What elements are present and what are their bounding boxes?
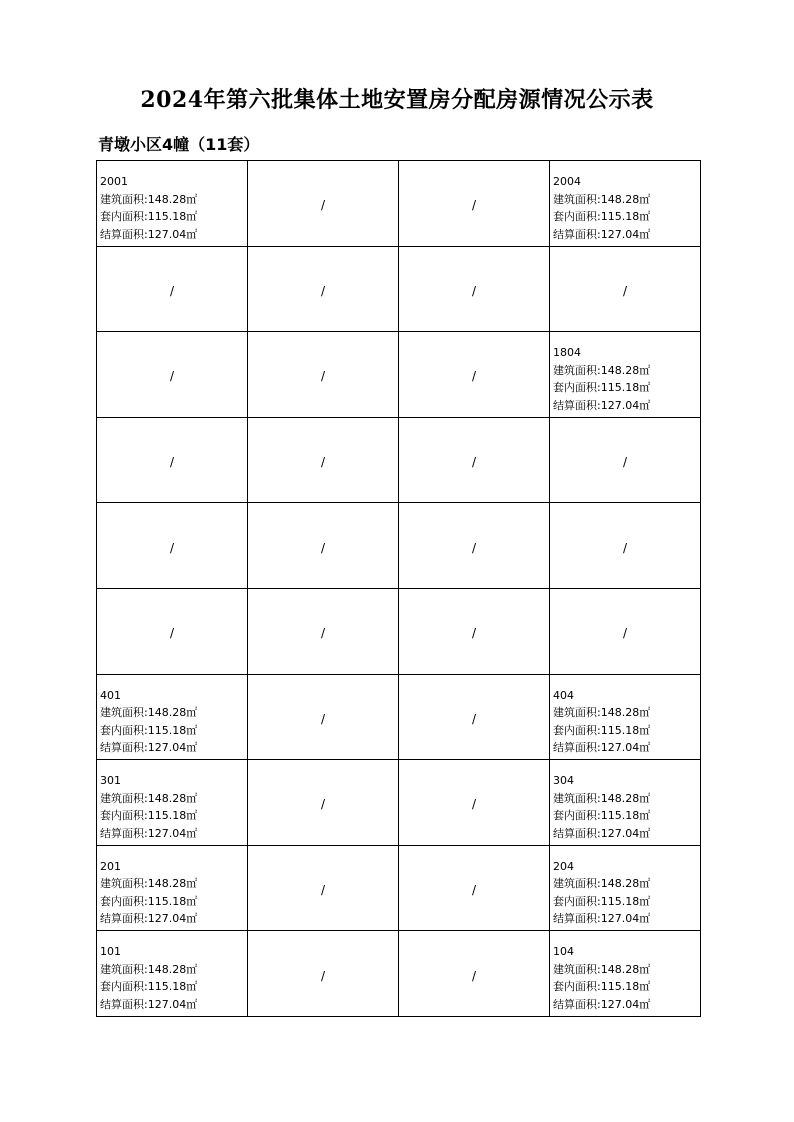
empty-mark: /	[622, 540, 628, 555]
empty-mark: /	[169, 540, 175, 555]
table-cell	[248, 247, 399, 333]
empty-mark: /	[320, 455, 326, 470]
table-cell	[399, 675, 550, 761]
unit-area-line: 结算面积:127.04㎡	[100, 912, 198, 926]
table-cell	[97, 931, 248, 1017]
empty-mark: /	[471, 455, 477, 470]
table-cell	[550, 418, 701, 504]
table-cell	[97, 846, 248, 932]
table-cell	[97, 589, 248, 675]
unit-area-line: 建筑面积:148.28㎡	[100, 192, 198, 206]
table-cell	[97, 675, 248, 761]
empty-mark: /	[320, 626, 326, 641]
unit-area-line: 建筑面积:148.28㎡	[100, 791, 198, 805]
unit-area-line: 建筑面积:148.28㎡	[100, 706, 198, 720]
empty-mark: /	[471, 968, 477, 983]
table-cell	[97, 332, 248, 418]
unit-info	[550, 675, 700, 757]
unit-area-line: 建筑面积:148.28㎡	[553, 363, 651, 377]
empty-mark: /	[320, 540, 326, 555]
unit-area-line: 结算面积:127.04㎡	[553, 997, 651, 1011]
table-cell	[248, 760, 399, 846]
unit-area-line: 套内面积:115.18㎡	[553, 980, 651, 994]
table-cell	[248, 675, 399, 761]
unit-number: 2004	[553, 175, 581, 188]
unit-area-line: 套内面积:115.18㎡	[553, 381, 651, 395]
unit-area-line: 结算面积:127.04㎡	[553, 398, 651, 412]
unit-info	[550, 760, 700, 842]
unit-area-line: 建筑面积:148.28㎡	[553, 706, 651, 720]
unit-number: 1804	[553, 346, 581, 360]
unit-info	[550, 931, 700, 1013]
unit-info	[550, 846, 700, 928]
empty-mark: /	[471, 797, 477, 812]
unit-info	[97, 161, 247, 243]
unit-number: 104	[553, 945, 574, 959]
empty-mark: /	[320, 711, 326, 726]
unit-area-line: 建筑面积:148.28㎡	[553, 192, 651, 206]
table-cell	[97, 760, 248, 846]
empty-mark: /	[471, 283, 477, 298]
empty-mark: /	[471, 883, 477, 898]
unit-number: 404	[553, 688, 574, 702]
unit-area-line: 结算面积:127.04㎡	[100, 997, 198, 1011]
unit-number: 204	[553, 859, 574, 873]
table-cell	[399, 161, 550, 247]
empty-mark: /	[320, 198, 326, 213]
table-cell	[550, 931, 701, 1017]
table-cell	[97, 503, 248, 589]
unit-area-line: 建筑面积:148.28㎡	[100, 877, 198, 891]
unit-number: 101	[100, 945, 121, 959]
empty-mark: /	[320, 283, 326, 298]
unit-area-line: 结算面积:127.04㎡	[553, 912, 651, 926]
unit-area-line: 结算面积:127.04㎡	[100, 227, 198, 241]
unit-area-line: 结算面积:127.04㎡	[553, 227, 651, 241]
table-cell	[550, 247, 701, 333]
allocation-table	[96, 160, 701, 1017]
unit-area-line: 建筑面积:148.28㎡	[553, 791, 651, 805]
unit-area-line: 套内面积:115.18㎡	[100, 980, 198, 994]
table-cell	[248, 589, 399, 675]
table-cell	[97, 418, 248, 504]
empty-mark: /	[169, 283, 175, 298]
table-cell	[550, 675, 701, 761]
empty-mark: /	[622, 626, 628, 641]
empty-mark: /	[320, 369, 326, 384]
table-cell	[399, 332, 550, 418]
empty-mark: /	[320, 797, 326, 812]
table-cell	[248, 846, 399, 932]
table-cell	[550, 161, 701, 247]
table-cell	[248, 332, 399, 418]
table-cell	[550, 846, 701, 932]
unit-area-line: 套内面积:115.18㎡	[100, 723, 198, 737]
empty-mark: /	[471, 711, 477, 726]
unit-area-line: 套内面积:115.18㎡	[100, 210, 198, 223]
empty-mark: /	[169, 369, 175, 384]
unit-area-line: 建筑面积:148.28㎡	[100, 962, 198, 976]
unit-number: 401	[100, 688, 121, 702]
unit-area-line: 结算面积:127.04㎡	[100, 826, 198, 840]
empty-mark: /	[320, 883, 326, 898]
unit-info	[97, 931, 247, 1013]
unit-info	[550, 332, 700, 414]
empty-mark: /	[471, 626, 477, 641]
unit-area-line: 套内面积:115.18㎡	[553, 723, 651, 737]
unit-number: 304	[553, 774, 574, 788]
unit-area-line: 套内面积:115.18㎡	[100, 809, 198, 823]
table-cell	[399, 503, 550, 589]
unit-area-line: 建筑面积:148.28㎡	[553, 877, 651, 891]
table-cell	[399, 247, 550, 333]
unit-info	[97, 675, 247, 757]
table-cell	[399, 760, 550, 846]
table-cell	[248, 161, 399, 247]
unit-info	[97, 846, 247, 928]
unit-area-line: 结算面积:127.04㎡	[553, 741, 651, 755]
unit-area-line: 套内面积:115.18㎡	[553, 210, 651, 223]
empty-mark: /	[471, 198, 477, 213]
table-cell	[550, 503, 701, 589]
empty-mark: /	[622, 455, 628, 470]
unit-number: 301	[100, 774, 121, 788]
unit-area-line: 结算面积:127.04㎡	[100, 741, 198, 755]
table-cell	[248, 418, 399, 504]
unit-area-line: 结算面积:127.04㎡	[553, 826, 651, 840]
unit-info	[550, 161, 700, 243]
unit-area-line: 套内面积:115.18㎡	[553, 809, 651, 823]
unit-area-line: 套内面积:115.18㎡	[553, 894, 651, 908]
page-title: 2024年第六批集体土地安置房分配房源情况公示表	[140, 87, 654, 113]
unit-number: 201	[100, 859, 121, 873]
table-cell	[97, 161, 248, 247]
empty-mark: /	[471, 540, 477, 555]
table-cell	[550, 760, 701, 846]
empty-mark: /	[169, 626, 175, 641]
unit-area-line: 套内面积:115.18㎡	[100, 894, 198, 908]
table-cell	[248, 503, 399, 589]
unit-area-line: 建筑面积:148.28㎡	[553, 962, 651, 976]
empty-mark: /	[169, 455, 175, 470]
table-cell	[248, 931, 399, 1017]
empty-mark: /	[471, 369, 477, 384]
table-cell	[550, 332, 701, 418]
empty-mark: /	[622, 283, 628, 298]
table-cell	[97, 247, 248, 333]
table-cell	[399, 931, 550, 1017]
table-cell	[550, 589, 701, 675]
unit-number: 2001	[100, 175, 128, 188]
table-cell	[399, 589, 550, 675]
table-cell	[399, 846, 550, 932]
empty-mark: /	[320, 968, 326, 983]
section-title: 青墩小区4幢（11套）	[98, 135, 260, 154]
table-cell	[399, 418, 550, 504]
unit-info	[97, 760, 247, 842]
